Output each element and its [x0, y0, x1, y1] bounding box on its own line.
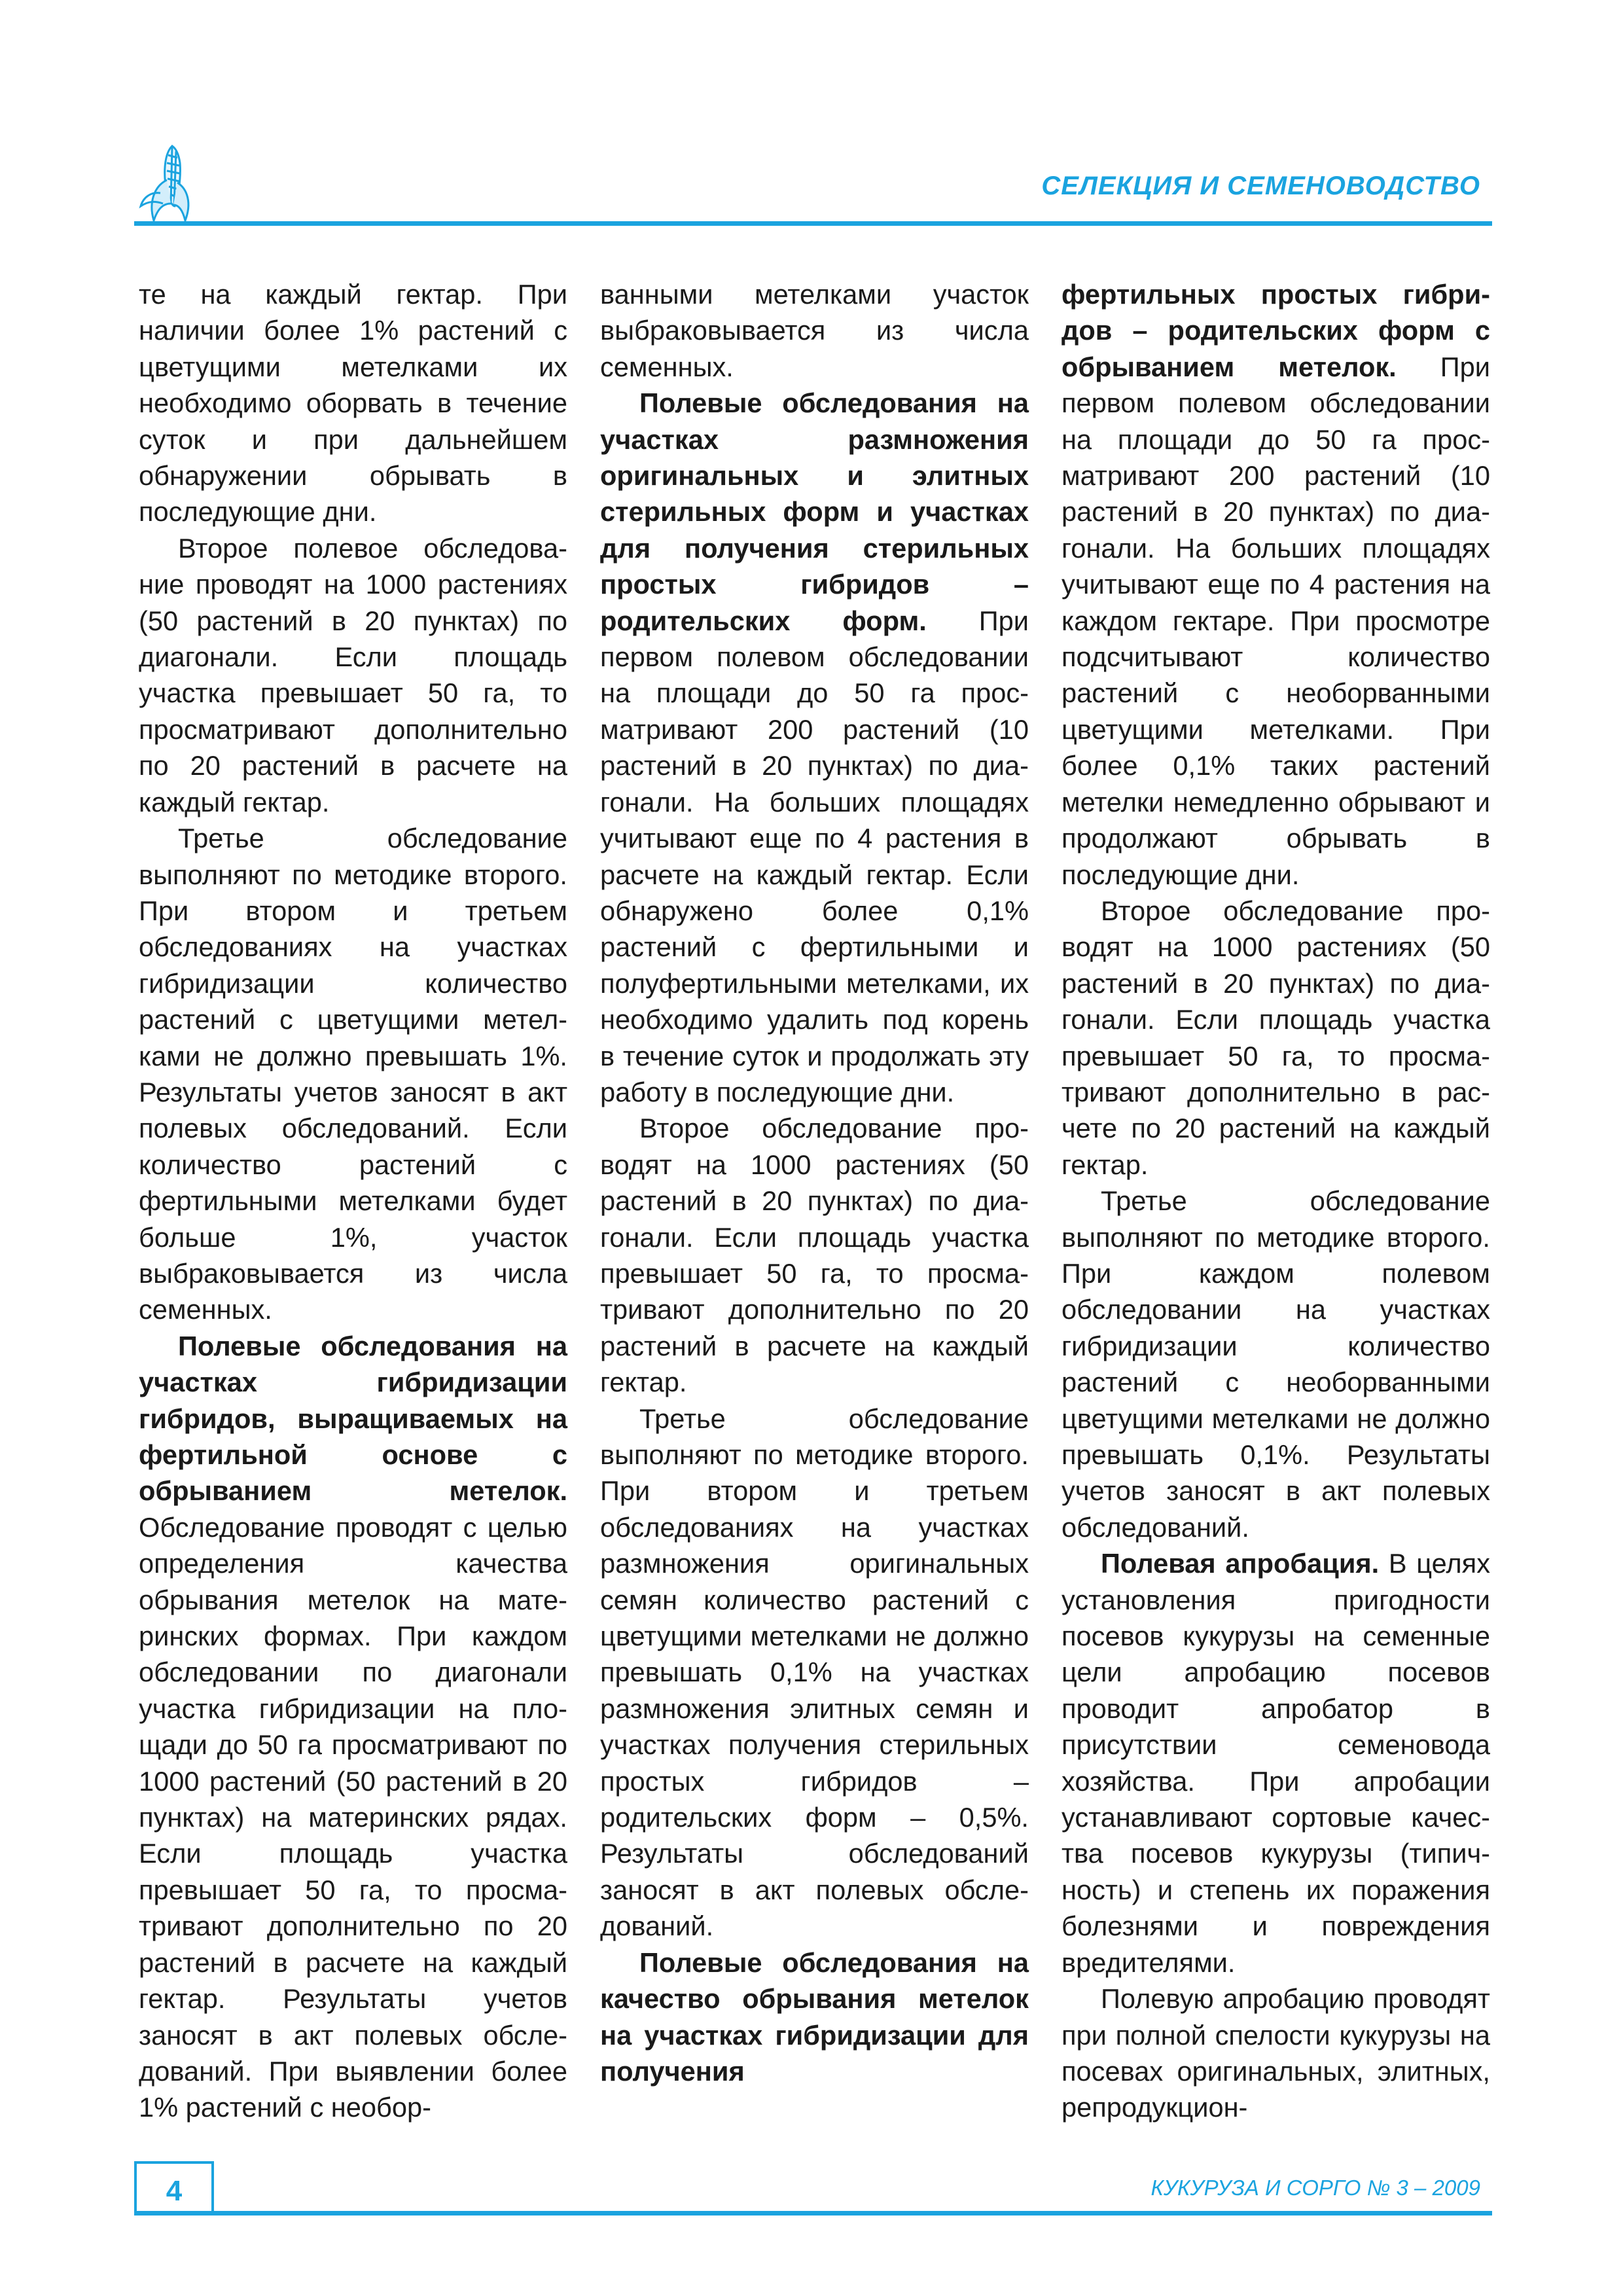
paragraph-text: Обследование проводят с целью определения качества обрывания метелок на материнских формах. При каждом обследовании по диагонали участка гибридизации на площади до 50 га просматривают по 1000 растений (50 растений в 20 пунктах) на материнских рядах. Если площадь участка превышает 50 га, то просматривают дополнительно по 20 растений в расчете на каждый гектар. Результаты учетов заносят в акт полевых обследований. При выявлении более 1% растений с необор- — [139, 1511, 567, 2123]
paragraph-heading: Полевые обследования на качество обрывания метелок на участках гибридизации для получения — [600, 1946, 1029, 2087]
paragraph — [139, 530, 567, 820]
paragraph — [600, 1945, 1029, 2090]
paragraph-heading: фертильных простых гибридов – родительских форм с обрыванием метелок. — [1061, 279, 1490, 382]
paragraph-text: те на каждый гектар. При наличии более 1% растений с цветущими метелками их необходимо оборвать в течение суток и при дальнейшем обнаружении обрывать в последующие дни. — [139, 279, 567, 528]
paragraph-text: ванными метелками участок выбраковывается из числа семенных. — [600, 279, 1029, 382]
paragraph-heading: Полевые обследования на участках гибридизации гибридов, выращиваемых на фертильной основе с обрыванием метелок. — [139, 1330, 567, 1507]
paragraph — [139, 820, 567, 1328]
text-column-2 — [600, 276, 1029, 2089]
paragraph-text: Полевую апробацию проводят при полной спелости кукурузы на посевах оригинальных, элитных, репродукцион- — [1061, 1983, 1490, 2123]
header-rule — [134, 221, 1492, 226]
paragraph-text: Третье обследование выполняют по методике второго. При втором и третьем обследованиях на участках размножения оригинальных семян количество растений с цветущими метелками не должно превышать 0,1% на участках размножения элитных семян и участках получения стерильных простых гибридов – родительских форм – 0,5%. Результаты обследований заносят в акт полевых обследований. — [600, 1403, 1029, 1942]
paragraph — [600, 1110, 1029, 1400]
paragraph-text: При первом полевом обследовании на площади до 50 га просматривают 200 растений (10 растений в 20 пунктах) по диагонали. На больших площадях учитывают еще по 4 растения в расчете на каждый гектар. Если обнаружено более 0,1% растений с фертильными и полуфертильными метелками, их необходимо удалить под корень в течение суток и продолжать эту работу в последующие дни. — [600, 605, 1029, 1107]
paragraph — [1061, 276, 1490, 893]
paragraph-heading: Полевая апробация. — [1101, 1548, 1380, 1579]
text-column-1 — [139, 276, 567, 2126]
paragraph-text: Второе обследование проводят на 1000 растениях (50 растений в 20 пунктах) по диагонали. Если площадь участка превышает 50 га, то просматривают дополнительно по 20 растений в расчете на каждый гектар. — [600, 1113, 1029, 1398]
paragraph-text: Третье обследование выполняют по методике второго. При каждом полевом обследовании на участках гибридизации количество растений с необорванными цветущими метелками не должно превышать 0,1%. Результаты учетов заносят в акт полевых обследований. — [1061, 1185, 1490, 1543]
paragraph-text: Третье обследование выполняют по методике второго. При втором и третьем обследованиях на участках гибридизации количество растений с цветущими метелками не должно превышать 1%. Результаты учетов заносят в акт полевых обследований. Если количество растений с фертильными метелками будет больше 1%, участок выбраковывается из числа семенных. — [139, 823, 567, 1325]
paragraph — [600, 276, 1029, 385]
paragraph — [139, 1328, 567, 2126]
paragraph — [1061, 1545, 1490, 1981]
paragraph-text: При первом полевом обследовании на площади до 50 га просматривают 200 растений (10 растений в 20 пунктах) по диагонали. На больших площадях учитывают еще по 4 растения на каждом гектаре. При просмотре подсчитывают количество растений с необорванными цветущими метелками. При более 0,1% таких растений метелки немедленно обрывают и продолжают обрывать в последующие дни. — [1061, 351, 1490, 890]
journal-footer: КУКУРУЗА И СОРГО № 3 – 2009 — [1150, 2176, 1480, 2200]
paragraph — [1061, 1183, 1490, 1545]
paragraph — [1061, 1981, 1490, 2126]
paragraph-text: Второе полевое обследование проводят на 1000 растениях (50 растений в 20 пунктах) по диагонали. Если площадь участка превышает 50 га, то просматривают дополнительно по 20 растений в расчете на каждый гектар. — [139, 532, 567, 817]
paragraph — [139, 276, 567, 530]
paragraph — [1061, 893, 1490, 1183]
paragraph — [600, 1401, 1029, 1945]
footer-rule — [134, 2211, 1492, 2215]
paragraph-text: В целях установления пригодности посевов кукурузы на семенные цели апробацию посевов проводит апробатор в присутствии семеновода хозяйства. При апробации устанавливают сортовые качества посевов кукурузы (типичность) и степень их поражения болезнями и повреждения вредителями. — [1061, 1548, 1490, 1978]
paragraph-text: Второе обследование проводят на 1000 растениях (50 растений в 20 пунктах) по диагонали. Если площадь участка превышает 50 га, то просматривают дополнительно в расчете по 20 растений на каждый гектар. — [1061, 895, 1490, 1180]
text-column-3 — [1061, 276, 1490, 2126]
paragraph-heading: Полевые обследования на участках размножения оригинальных и элитных стерильных форм и участках для получения стерильных простых гибридов – родительских форм. — [600, 387, 1029, 636]
page-number: 4 — [134, 2161, 214, 2214]
section-title: СЕЛЕКЦИЯ И СЕМЕНОВОДСТВО — [1041, 171, 1480, 200]
corn-cob-icon — [134, 141, 206, 226]
paragraph — [600, 385, 1029, 1110]
